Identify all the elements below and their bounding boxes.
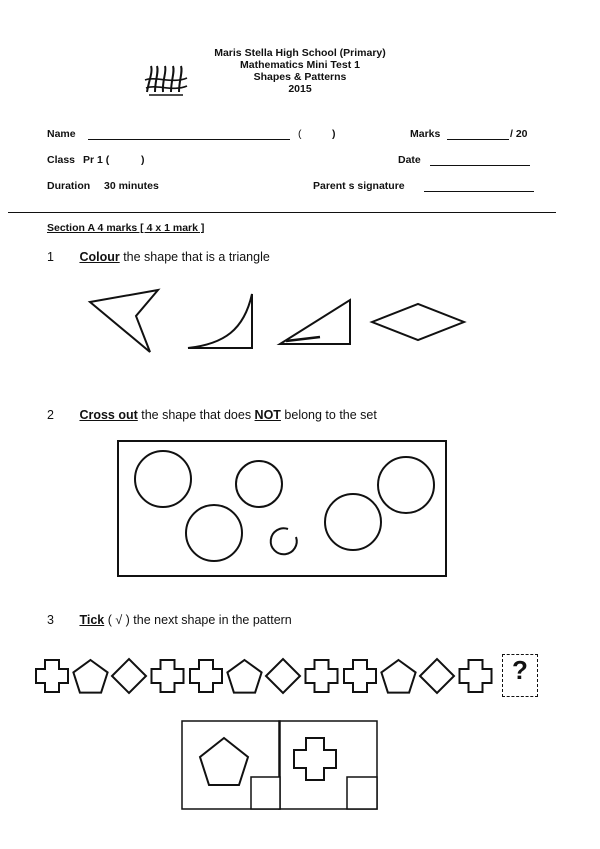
question-text: ( √ ) the next shape in the pattern: [104, 613, 292, 627]
cross-option-tickbox[interactable]: [347, 777, 377, 809]
signature-label: Parent s signature: [313, 180, 405, 192]
class-label: Class: [47, 154, 76, 166]
duration-value: 30 minutes: [104, 180, 159, 192]
name-label: Name: [47, 128, 76, 140]
register-number-close: ): [332, 128, 336, 140]
question-number: 3: [47, 613, 54, 627]
question-number: 1: [47, 250, 54, 264]
question-text-end: belong to the set: [280, 408, 377, 422]
register-number-open: (: [298, 128, 302, 140]
question-emphasis: NOT: [254, 408, 281, 422]
question-number: 2: [47, 408, 54, 422]
test-year: 2015: [288, 83, 312, 95]
cross-option-shape[interactable]: [294, 738, 336, 780]
class-close: ): [141, 154, 145, 166]
marks-label: Marks: [410, 128, 441, 140]
duration-label: Duration: [47, 180, 91, 192]
question-text: the shape that is a triangle: [119, 250, 270, 264]
pentagon-option-tickbox[interactable]: [251, 777, 280, 809]
class-value: Pr 1 (: [83, 154, 110, 166]
question-keyword: Colour: [79, 250, 120, 264]
school-name: Maris Stella High School (Primary): [214, 47, 386, 59]
test-title: Mathematics Mini Test 1: [239, 59, 360, 71]
unknown-shape-mark: ?: [512, 655, 528, 685]
section-title: Section A 4 marks [ 4 x 1 mark ]: [47, 222, 205, 234]
question-keyword: Cross out: [79, 408, 138, 422]
date-label: Date: [398, 154, 421, 166]
question-text: the shape that does: [137, 408, 255, 422]
pentagon-option-shape[interactable]: [200, 738, 248, 785]
question-keyword: Tick: [79, 613, 105, 627]
marks-total: / 20: [510, 128, 528, 140]
test-topic: Shapes & Patterns: [253, 71, 347, 83]
